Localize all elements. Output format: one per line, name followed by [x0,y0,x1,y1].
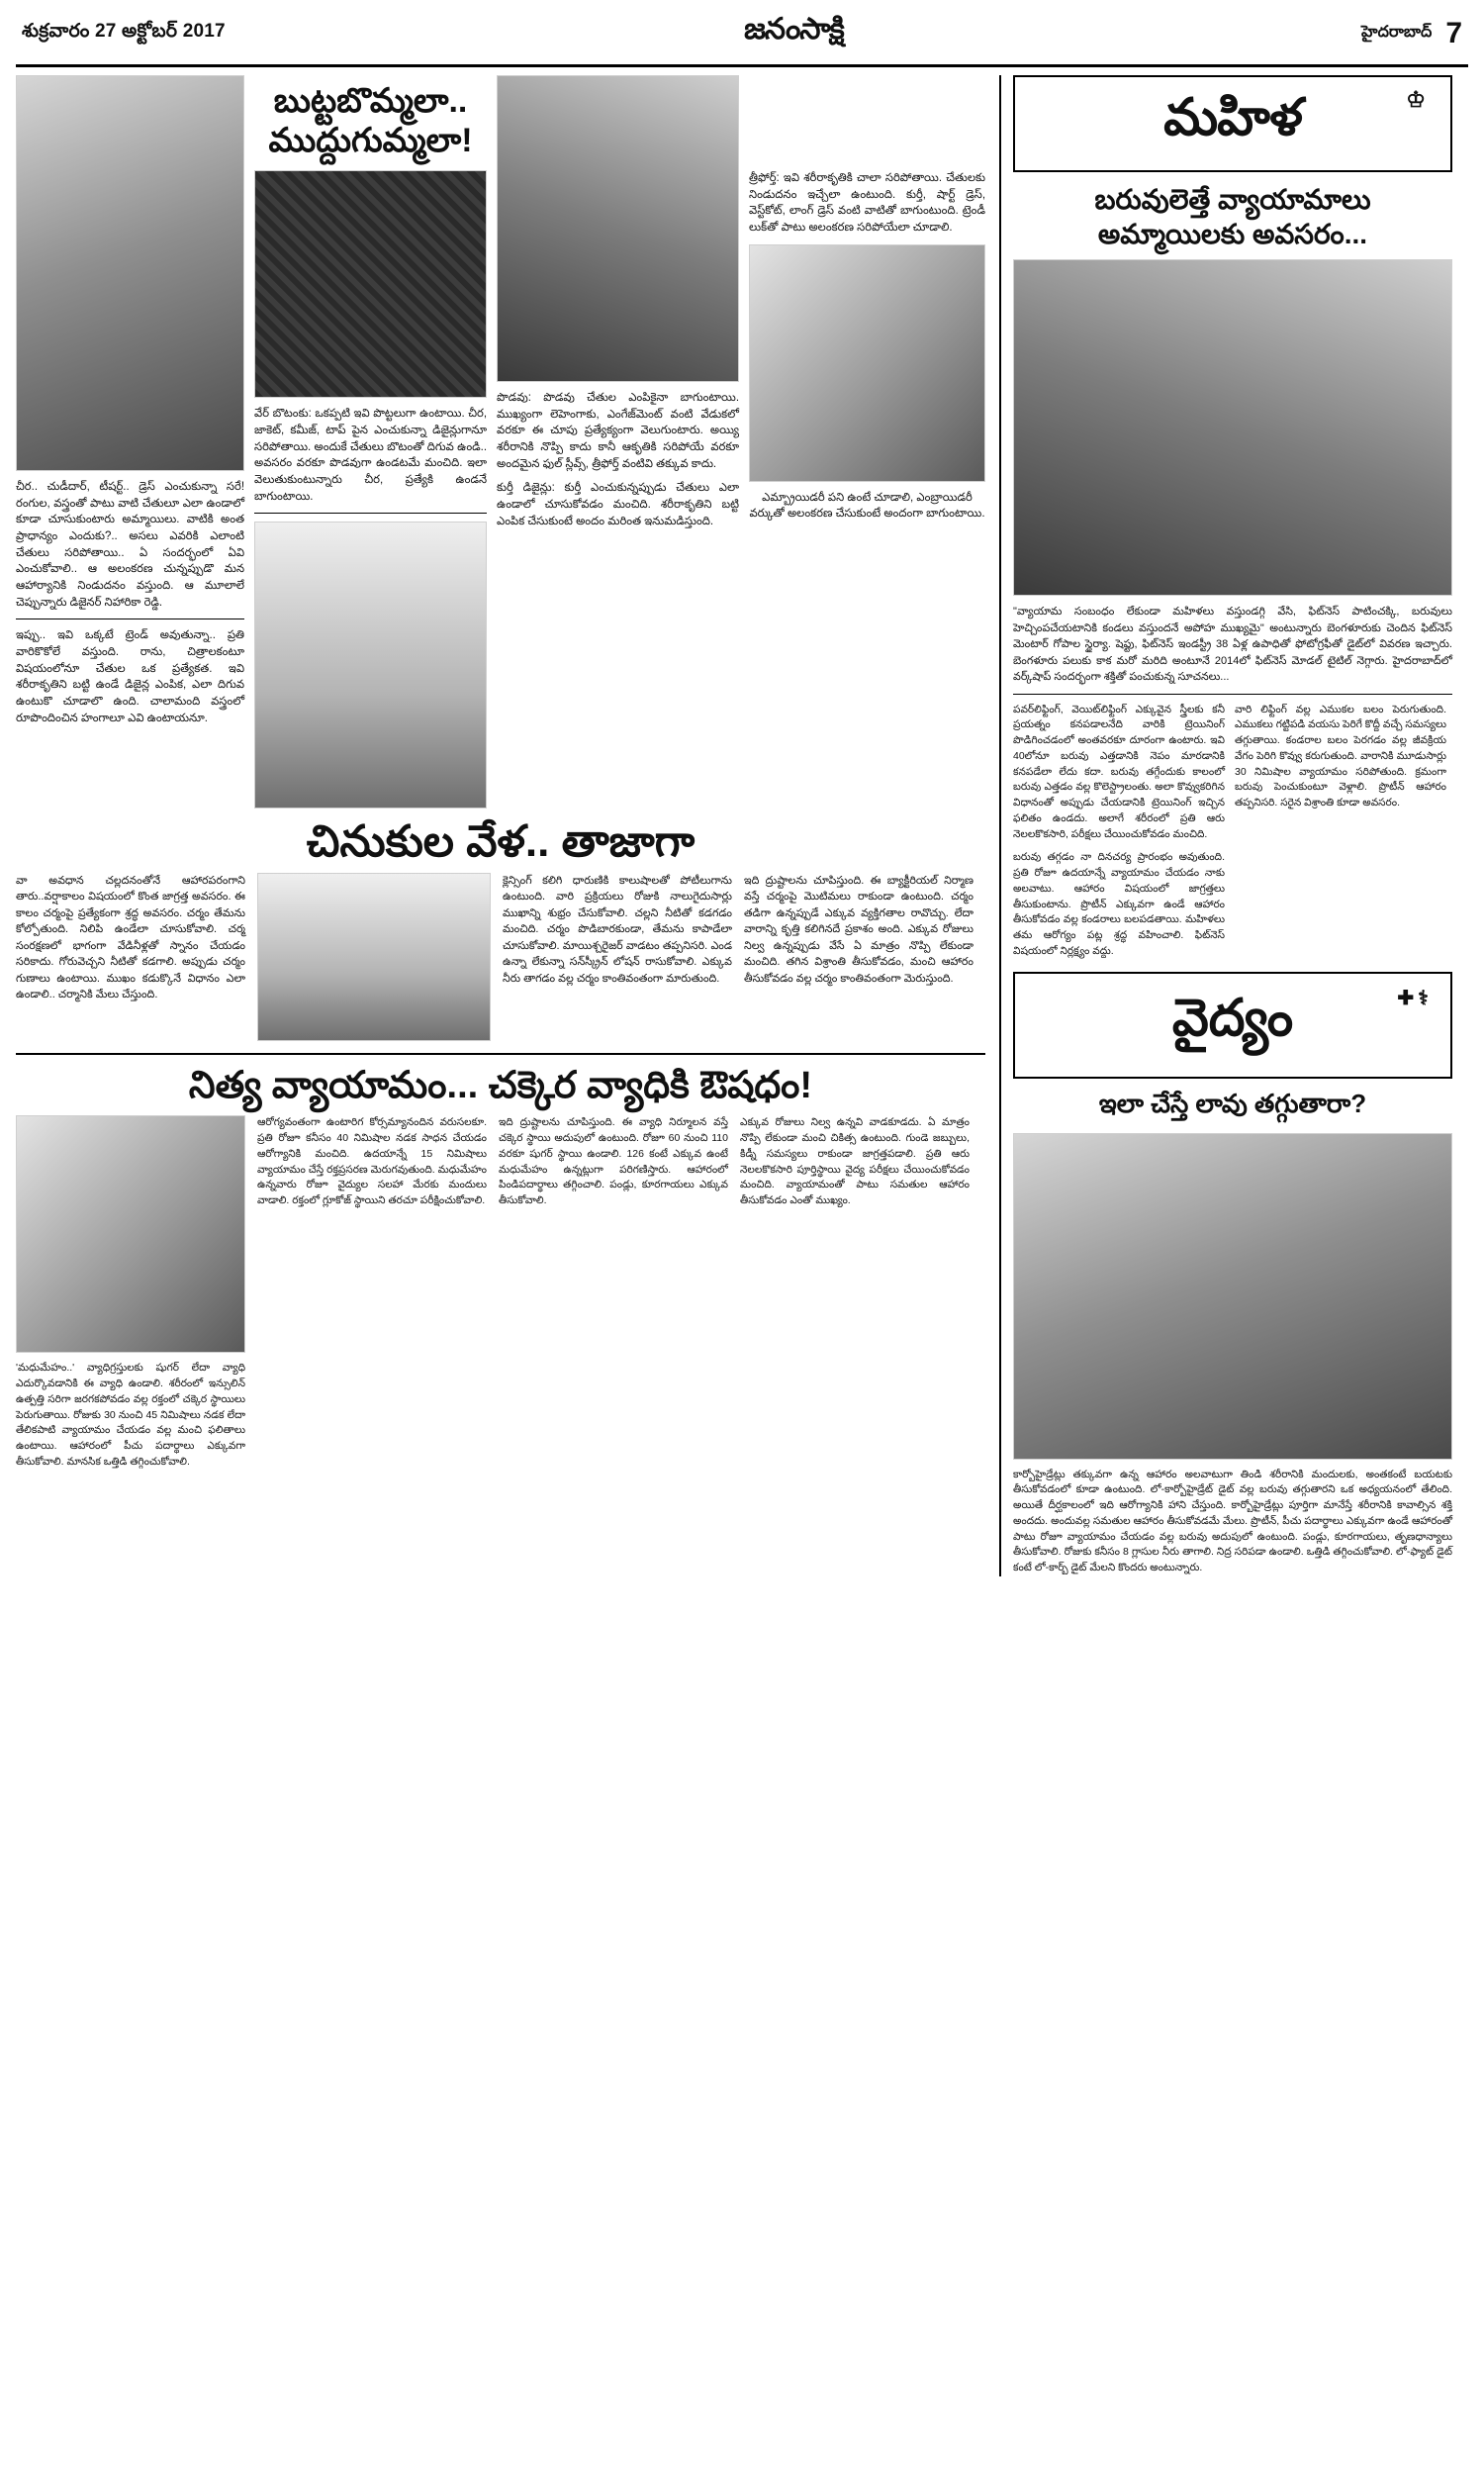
vaidyam-logo-text: వైద్యం [1171,990,1294,1047]
exercise-group-photo [16,1115,245,1353]
page-body [16,75,1468,1576]
nitya-headline: నిత్య వ్యాయామం... చక్కెర వ్యాధికి ఔషధం! [16,1053,985,1108]
fashion-headline-line2: ముద్దుగుమ్మలా! [268,122,473,160]
right-section [999,75,1452,1576]
fashion-article [16,75,985,809]
model-photo-portrait [497,75,739,382]
fashion-headline-line1: బుట్టబొమ్మలా.. [273,82,468,120]
crown-icon: ♔ [1406,87,1425,112]
mahila-quote: "వ్యాయామ సంబంధం లేకుండా మహిళలు వస్తుండగ్గి వేసి, ఫిట్‌నెస్ పాటించక్కి, బరువులు హెచ్చింపచేయటానికి కండలు వస్తుందనే అపోహ ముఖ్యమై" అంటున్నారు బెంగళూరుకు చెందిన ఫిట్‌నెస్ మెంటార్ గోపాల స్థైర్యా. షెఫ్టు, ఫిట్‌నెస్ ఇండస్ట్రీ 38 ఏళ్ల ఉపాధితో ఫోటోగ్రఫీతో డైట్‌లో వివరణ ఇచ్చారు. బెంగళూరు పలుకు కాక మరో మరిది అంటూనే 2014లో ఫిట్‌నెస్ మోడల్ టైటిల్ నెగ్గారు. హైదరాబాద్‌లో వర్క్‌షాప్ సందర్భంగా శక్తితో పంచుకున్న సూచనలు... [1013,604,1452,695]
model-photo-halfsaree [749,244,985,482]
fashion-col5-caption: ఎమ్బ్రాయిడరీ పని ఉంటే చూడాలి, ఎంబ్రాయిడరీ వర్కుతో అలంకరణ చేసుకుంటే అందంగా బాగుంటాయి. [749,491,985,521]
model-photo-kurti [254,522,487,809]
fashion-col-2 [254,75,487,809]
mahila-col-2: వారి లిఫ్టింగ్ వల్ల ఎముకల బలం పెరుగుతుంది. ఎముకలు గట్టిపడి వయసు పెరిగే కొద్దీ వచ్చే సమస్యలు తగ్గుతాయి. కండరాల బలం పెరగడం వల్ల జీవక్రియ వేగం పెరిగి కొవ్వు కరుగుతుంది. వారానికి మూడుసార్లు 30 నిమిషాల వ్యాయామం సరిపోతుంది. క్రమంగా బరువు పెంచుకుంటూ వెళ్లాలి. ప్రొటీన్ ఆహారం తప్పనిసరి. సరైన విశ్రాంతి కూడా అవసరం. [1235,703,1446,809]
dress-photo-floral [254,170,487,398]
masthead [16,0,1468,67]
newspaper-logo: జనంసాక్షి [742,13,845,46]
model-photo-saree [16,75,244,471]
fashion-headline [254,81,487,160]
mahila-logo-text: మహిళ [1163,88,1302,146]
chinukula-headline: చినుకుల వేళ.. తాజాగా [306,817,696,867]
chinukula-col-3: ఇది ద్రుష్టాలను చూపిస్తుంది. ఈ బ్యాక్టీరియల్ నిర్మాణ వస్తే చర్మంపై మొటిమలు రాకుండా ఉంటుంది. చర్మం తడిగా ఉన్నప్పుడే ఎక్కువ వ్యక్తిగతాల రావొచ్చు. లేదా వారాన్ని కృత్తి కలిగినదే ప్రకాశం అంది. ఎక్కువ రోజులు నిల్వ ఉన్నప్పుడు వేసే ఏ మాత్రం నొప్పి లేకుండా మంచిది. తగిన విశ్రాంతి తీసుకోవడం, మంచి ఆహారం తీసుకోవడం వల్ల చర్మం కాంతివంతంగా మెరుస్తుంది. [744,874,974,985]
nitya-col-4: ఎక్కువ రోజులు నిల్వ ఉన్నవి వాడకూడదు. ఏ మాత్రం నొప్పి లేకుండా మంచి చికిత్స ఉంటుంది. గుండె జబ్బులు, కిడ్నీ సమస్యలు రాకుండా జాగ్రత్తపడాలి. ప్రతి ఆరు నెలలకొకసారి పూర్తిస్థాయి వైద్య పరీక్షలు చేయించుకోవడం మంచిది. వ్యాయామంతో పాటు సమతుల ఆహారం తీసుకోవడం ఎంతో ముఖ్యం. [740,1116,970,1207]
publication-date: శుక్రవారం 27 అక్టోబర్ 2017 [22,20,226,42]
mahila-section-logo [1013,75,1452,172]
mahila-col-3: బరువు తగ్గడం నా దినచర్య ప్రారంభం అవుతుంది. ప్రతి రోజూ ఉదయాన్నే వ్యాయామం చేయడం నాకు అలవాటు. ఆహారం విషయంలో జాగ్రత్తలు తీసుకుంటాను. ప్రొటీన్ ఎక్కువగా ఉండే ఆహారం తీసుకోవడం వల్ల కండరాలు బలపడతాయి. మహిళలు తమ ఆరోగ్యం పట్ల శ్రద్ధ వహించాలి. ఫిట్‌నెస్ విషయంలో నిర్లక్ష్యం వద్దు. [1013,851,1225,957]
vaidyam-body: కార్బోహైడ్రేట్లు తక్కువగా ఉన్న ఆహారం అలవాటుగా తిండి శరీరానికి మందులకు, అంతకంటే బయటకు తీసుకోవడంలో కూడా ఉంటుంది. లో-కార్బోహైడ్రేట్ డైట్ వల్ల బరువు తగ్గుతారని ఒక అధ్యయనంలో తేలింది. అయితే దీర్ఘకాలంలో ఇది ఆరోగ్యానికి హాని చేస్తుంది. కార్బోహైడ్రేట్లు పూర్తిగా మానేస్తే శరీరానికి కావాల్సిన శక్తి అందదు. అందువల్ల సమతుల ఆహారం తీసుకోవడమే మేలు. ప్రొటీన్, పీచు పదార్థాలు ఎక్కువగా ఉండే ఆహారంతో పాటు రోజూ వ్యాయామం చేయడం వల్ల బరువు అదుపులో ఉంటుంది. పండ్లు, కూరగాయలు, తృణధాన్యాలు తీసుకోవాలి. రోజుకు కనీసం 8 గ్లాసుల నీరు తాగాలి. నిద్ర సరిపడా ఉండాలి. ఒత్తిడి తగ్గించుకోవాలి. లో-ఫ్యాట్ డైట్ కంటే లో-కార్బ్ డైట్ మేలని కొందరు అంటున్నారు. [1013,1468,1452,1573]
fashion-col1-text: ఇప్పు.. ఇవి ఒక్కటే ట్రెండ్ అవుతున్నా.. ప్రతి వారికొకోలే వస్తుంది. రాను, చిత్రాలకంటూ విషయంలోనూ చేతుల ఒక ప్రత్యేకత. ఇవి శరీరాకృతిని బట్టి ఉండే డిజైన్ల ఎంపిక, ఎలా దిగువ ఉంటుకొ చూడాలొ ఉంది. చాలామంది వస్త్రంలో రూపొందించిన హంగాలూ ఎవి ఉంటాయనూ. [16,629,245,724]
fashion-col4-caption: త్రీఫోర్త్: ఇవి శరీరాకృతికి చాలా సరిపోతాయి. చేతులకు నిండుదనం ఇచ్చేలా ఉంటుంది. కుర్తీ, షార్ట్ డ్రెస్, వెస్ట్‌కోట్, లాంగ్ డ్రెస్ వంటి వాటితో బాగుంటుంది. ట్రెండీ లుక్‌తో పాటు అలంకరణ సరిపోయేలా చూడాలి. [749,172,986,235]
nitya-columns [16,1115,985,1470]
chinukula-article [16,818,985,1040]
nitya-col-2: ఆరోగ్యవంతంగా ఉంటారిగ కోర్సమ్యానందిన వరుసలకూ. ప్రతి రోజూ కనీసం 40 నిమిషాల నడక సాధన చేయడం ఆరోగ్యానికి మంచిది. ఉదయాన్నే 15 నిమిషాలు వ్యాయామం చేస్తే రక్తప్రసరణ మెరుగవుతుంది. మధుమేహం ఉన్నవారు రోజూ వైద్యుల సలహా మేరకు మందులు వాడాలి. రక్తంలో గ్లూకోజ్ స్థాయిని తరచూ పరీక్షించుకోవాలి. [257,1116,487,1207]
mahila-columns-2 [1013,850,1452,959]
masthead-right [1361,17,1462,50]
edition-city: హైదరాబాద్ [1361,23,1433,41]
chinukula-col-photo-wrap [257,873,491,1041]
mahila-headline-line1: బరువులెత్తే వ్యాయామాలు [1094,184,1371,215]
nitya-col-3: ఇది ద్రుష్టాలను చూపిస్తుంది. ఈ వ్యాధి నిర్మూలన వస్తే చక్కెర స్థాయి అదుపులో ఉంటుంది. రోజూ 60 నుంచి 110 వరకూ షుగర్ స్థాయి ఉండాలి. 126 కంటే ఎక్కువ ఉంటే మధుమేహం ఉన్నట్లుగా పరిగణిస్తారు. ఆహారంలో పిండిపదార్థాలు తగ్గించాలి. పండ్లు, కూరగాయలు ఎక్కువ తీసుకోవాలి. [499,1116,728,1207]
fashion-col-3 [497,75,739,809]
divider-2 [254,513,487,514]
nitya-col-1 [16,1115,245,1470]
chinukula-col-2: క్లెన్సింగ్ కలిగి ధారుణికి కాలుషాలతో పోటీలుగాను ఉంటుంది. వారి ప్రక్రియలు రోజుకి నాలుగైదుసార్లు ముఖాన్ని శుభ్రం చేసుకోవాలి. చల్లని నీటితో కడగడం మంచిది. చర్మం పొడిబారకుండా, తేమను కాపాడేలా చూసుకోవాలి. మాయిశ్చరైజర్ వాడటం తప్పనిసరి. ఎండ ఉన్నా లేకున్నా సన్‌స్క్రీన్ లోషన్ రాసుకోవాలి. ఎక్కువ నీరు తాగడం వల్ల చర్మం కాంతివంతంగా మారుతుంది. [503,874,732,985]
mahila-headline-line2: అమ్మాయిలకు అవసరం... [1097,219,1368,249]
mahila-headline [1013,182,1452,251]
mahila-columns [1013,703,1452,843]
fashion-col3-caption: పొడవు: పొడవు చేతుల ఎంపికైనా బాగుంటాయి. ముఖ్యంగా లెహెంగాకు, ఎంగేజ్‌మెంట్ వంటి వేడుకలో వరకూ ఈ చూపు ప్రత్యేక్యంగా వెలుగుంటారు. అయ్యి శరీరానికి నొప్పి కాదు కానీ ఆకృతికి సరిపోయే వరకూ అందమైన ఫుల్ స్లీవ్స్, త్రీఫోర్త్ వంటివి తక్కువ కాదు. [497,392,740,470]
woman-eating-photo [1013,1133,1452,1460]
fashion-mid-caption: కుర్తీ డిజైన్లు: కుర్తీ ఎంచుకున్నప్పుడు చేతులు ఎలా ఉండాలో చూసుకోవడం మంచిది. శరీరాకృతిని బట్టి ఎంపిక చేసుకుంటే అందం మరింత ఇనుమడిస్తుంది. [497,482,740,527]
mahila-col-1: పవర్‌లిఫ్టింగ్, వెయిట్‌లిఫ్టింగ్ ఎక్కువైన స్త్రీలకు కనీ ప్రయత్నం కనపడాలనేది వారికి ట్రెయినింగ్ పొడిగించడంలో అంతవరకూ దూరంగా ఉంటారు. ఇవి 40లోనూ బరువు ఎత్తడానికి నెపం మారడానికి కనపడేలా లేదు కదా. బరువు తగ్గేందుకు కాలంలో బరువు ఎత్తడం వల్ల కొలెస్ట్రాలంతు. అలా కొవ్వుకరిగిన విధానంతో అప్పుడు చేయడానికి ట్రెయినింగ్ ఇచ్చిన ఫలితం ఉండదు. అలాగే శరీరంలో ప్రతి ఆరు నెలలకొకసారి, పరీక్షలు చేయించుకోవడం మంచిది. [1013,703,1225,840]
vaidyam-section-logo [1013,972,1452,1079]
fashion-col-1 [16,75,244,809]
left-section [16,75,985,1576]
fashion-col-4 [749,75,985,809]
chinukula-columns [16,873,985,1041]
nitya-col1-text: 'మధుమేహం..' వ్యాధిగ్రస్తులకు షుగర్ లేదా వ్యాధి ఎదుర్కొవడానికి ఈ వ్యాధి ఉండాలి. శరీరంలో ఇన్సులిన్ ఉత్పత్తి సరిగా జరగకపోవడం వల్ల రక్తంలో చక్కెర స్థాయిలు పెరుగుతాయి. రోజుకు 30 నుంచి 45 నిమిషాలు నడక లేదా తేలికపాటి వ్యాయామం చేయడం వల్ల మంచి ఫలితాలు ఉంటాయి. ఆహారంలో పీచు పదార్థాలు ఎక్కువగా తీసుకోవాలి. మానసిక ఒత్తిడి తగ్గించుకోవాలి. [16,1362,245,1468]
chinukula-col-1: వా అవధాన చల్లదనంతోనే ఆహారపరంగాని తారు..వర్షాకాలం విషయంలో కొంత జాగ్రత్త అవసరం. ఈ కాలం చర్మంపై ప్రత్యేకంగా శ్రద్ధ అవసరం. చర్మం తేమను కోల్పోతుంది. నిలిపి ఉండేలా చూసుకోవాలి. చర్మ సంరక్షణలో భాగంగా వేడినీళ్లతో స్నానం చేయడం సరికాదు. గోరువెచ్చని నీటితో కడగాలి. అప్పుడు చర్మం గుణాలు ఉంటాయి. ముఖం కడుక్కొనే విధానం ఎలా ఉండాలి.. చర్మానికి మేలు చేస్తుంది. [16,874,245,1001]
fashion-intro: చీర.. చుడీదార్, టీషర్ట్.. డ్రెస్ ఎంచుకున్నా సరే! రంగుల, వస్త్రంతో పాటు వాటి చేతులూ ఎలా ఉండాలో కూడా చూసుకుంటారు అమ్మాయిలు. వాటికి అంత ప్రాధాన్యం ఎందుకు?.. అసలు ఎవరికి ఎలాంటి చేతులు సరిపోతాయి.. ఏ సందర్భంలో ఏవి ఎంచుకోవాలి.. ఆ అలంకరణ చున్నప్పుడొ మన ఆహార్యానికి నిండుదనం వస్తుంది. ఆ మూలాలే చెప్పున్నారు డిజైనర్ నిహారికా రెడ్డి. [16,481,245,609]
skin-care-photo [257,873,491,1041]
nitya-article [16,1053,985,1471]
fashion-col2-caption: వేర్ బొటంకు: ఒకప్పటి ఇవి పొట్టలుగా ఉంటాయి. చీర, జాకెట్, కమీజ్, టాప్ పైన ఎంచుకున్నా డిజైన్లుగానూ సరిపోతాయి. అందుకే చేతులు బొటంతో దిగువ ఉండి.. అవసరం వరకూ పొడవుగా ఉండటమే మంచిది. ఇలా వెలుతుకుంటున్నారు చీర, ప్రత్యేకి ఉండనే బాగుంటాయి. [254,408,488,503]
vaidyam-headline: ఇలా చేస్తే లావు తగ్గుతారా? [1098,1088,1367,1118]
page-number: 7 [1445,16,1462,49]
gym-photo [1013,259,1452,596]
medical-icons: ✚⚕ [1397,987,1433,1009]
